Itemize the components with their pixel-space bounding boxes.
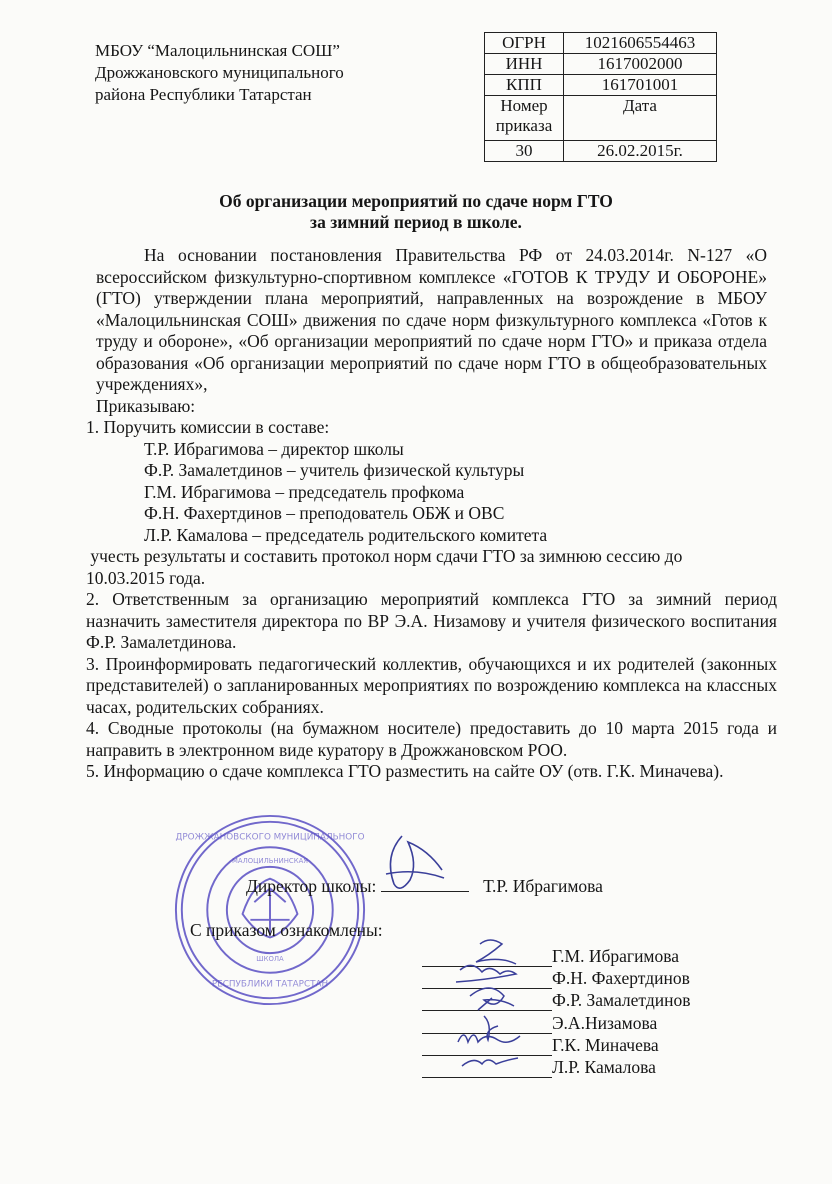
title-line-2: за зимний период в школе. xyxy=(310,212,522,232)
acknowledged-label: С приказом ознакомлены: xyxy=(190,920,383,940)
org-line: Дрожжановского муниципального xyxy=(95,63,344,82)
svg-text:МАЛОЦИЛЬНИНСКАЯ: МАЛОЦИЛЬНИНСКАЯ xyxy=(231,856,309,865)
document-title xyxy=(0,191,832,233)
order-date: 26.02.2015г. xyxy=(564,141,717,162)
acknowledged-name: Л.Р. Камалова xyxy=(552,1057,656,1077)
acknowledged-name: Г.К. Миначева xyxy=(552,1035,659,1055)
director-name: Т.Р. Ибрагимова xyxy=(483,876,603,896)
order-number-label: Номер приказа xyxy=(485,96,564,141)
commission-member: Г.М. Ибрагимова – председатель профкома xyxy=(144,481,465,502)
item-1-deadline: 10.03.2015 года. xyxy=(86,567,206,588)
director-signature-icon xyxy=(372,830,452,900)
item-1-intro: 1. Поручить комиссии в составе: xyxy=(86,417,330,437)
item-1-task: учесть результаты и составить протокол норм сдачи ГТО за зимнюю сессию до xyxy=(86,546,683,566)
svg-text:РЕСПУБЛИКИ ТАТАРСТАН: РЕСПУБЛИКИ ТАТАРСТАН xyxy=(211,979,329,990)
org-line: района Республики Татарстан xyxy=(95,85,312,104)
ogrn-label: ОГРН xyxy=(485,33,564,54)
commission-member: Л.Р. Камалова – председатель родительского комитета xyxy=(144,524,548,545)
commission-member: Ф.Н. Фахертдинов – преподователь ОБЖ и ОВС xyxy=(144,503,505,523)
acknowledged-name: Ф.Н. Фахертдинов xyxy=(552,968,690,988)
date-label: Дата xyxy=(564,96,717,141)
director-label: Директор школы: xyxy=(246,876,377,896)
preamble-paragraph: На основании постановления Правительства РФ от 24.03.2014г. N-127 «О всероссийском физкультурно-спортивном комплексе «ГОТОВ К ТРУДУ И ОБОРОНЕ» (ГТО) утверждении плана мероприятий, направленных на возрождение в МБОУ «Малоцильнинская СОШ» движения по сдаче норм физкультурного комплекса «Готов к труду и обороне», «Об организации мероприятий по сдаче норм ГТО» и приказа отдела образования «Об организации мероприятий по сдаче норм ГТО в общеобразовательных учреждениях», xyxy=(96,245,767,394)
staff-signatures-icon xyxy=(440,930,560,1080)
inn-value: 1617002000 xyxy=(564,54,717,75)
org-line: МБОУ “Малоцильнинская СОШ” xyxy=(95,41,340,60)
document-body xyxy=(86,245,777,783)
acknowledged-name: Э.А.Низамова xyxy=(552,1013,658,1033)
order-item-2: 2. Ответственным за организацию мероприятий комплекса ГТО за зимний период назначить заместителя директора по ВР Э.А. Низамову и учителя физического воспитания Ф.Р. Замалетдинова. xyxy=(86,589,777,652)
order-item-4: 4. Сводные протоколы (на бумажном носителе) предоставить до 10 марта 2015 года и направить в электронном виде куратору в Дрожжановском РОО. xyxy=(86,718,777,760)
commission-member: Ф.Р. Замалетдинов – учитель физической культуры xyxy=(144,460,525,480)
school-stamp-icon xyxy=(172,812,368,1008)
organization-header xyxy=(95,40,435,106)
acknowledged-name: Ф.Р. Замалетдинов xyxy=(552,990,691,1010)
acknowledged-name: Г.М. Ибрагимова xyxy=(552,946,680,966)
title-line-1: Об организации мероприятий по сдаче норм ГТО xyxy=(219,191,613,211)
registry-table xyxy=(484,32,717,162)
svg-text:ДРОЖЖАНОВСКОГО МУНИЦИПАЛЬНОГО: ДРОЖЖАНОВСКОГО МУНИЦИПАЛЬНОГО xyxy=(175,832,365,843)
commission-member: Т.Р. Ибрагимова – директор школы xyxy=(144,438,404,459)
ogrn-value: 1021606554463 xyxy=(564,33,717,54)
order-item-5: 5. Информацию о сдаче комплекса ГТО разместить на сайте ОУ (отв. Г.К. Миначева). xyxy=(86,761,724,781)
order-item-3: 3. Проинформировать педагогический коллектив, обучающихся и их родителей (законных представителей) о запланированных мероприятиях по возрождению комплекса на классных часах, родительских собраниях. xyxy=(86,653,777,717)
svg-text:ШКОЛА: ШКОЛА xyxy=(256,954,284,963)
order-number: 30 xyxy=(485,141,564,162)
order-word: Приказываю: xyxy=(96,395,196,416)
kpp-label: КПП xyxy=(485,75,564,96)
kpp-value: 161701001 xyxy=(564,75,717,96)
inn-label: ИНН xyxy=(485,54,564,75)
